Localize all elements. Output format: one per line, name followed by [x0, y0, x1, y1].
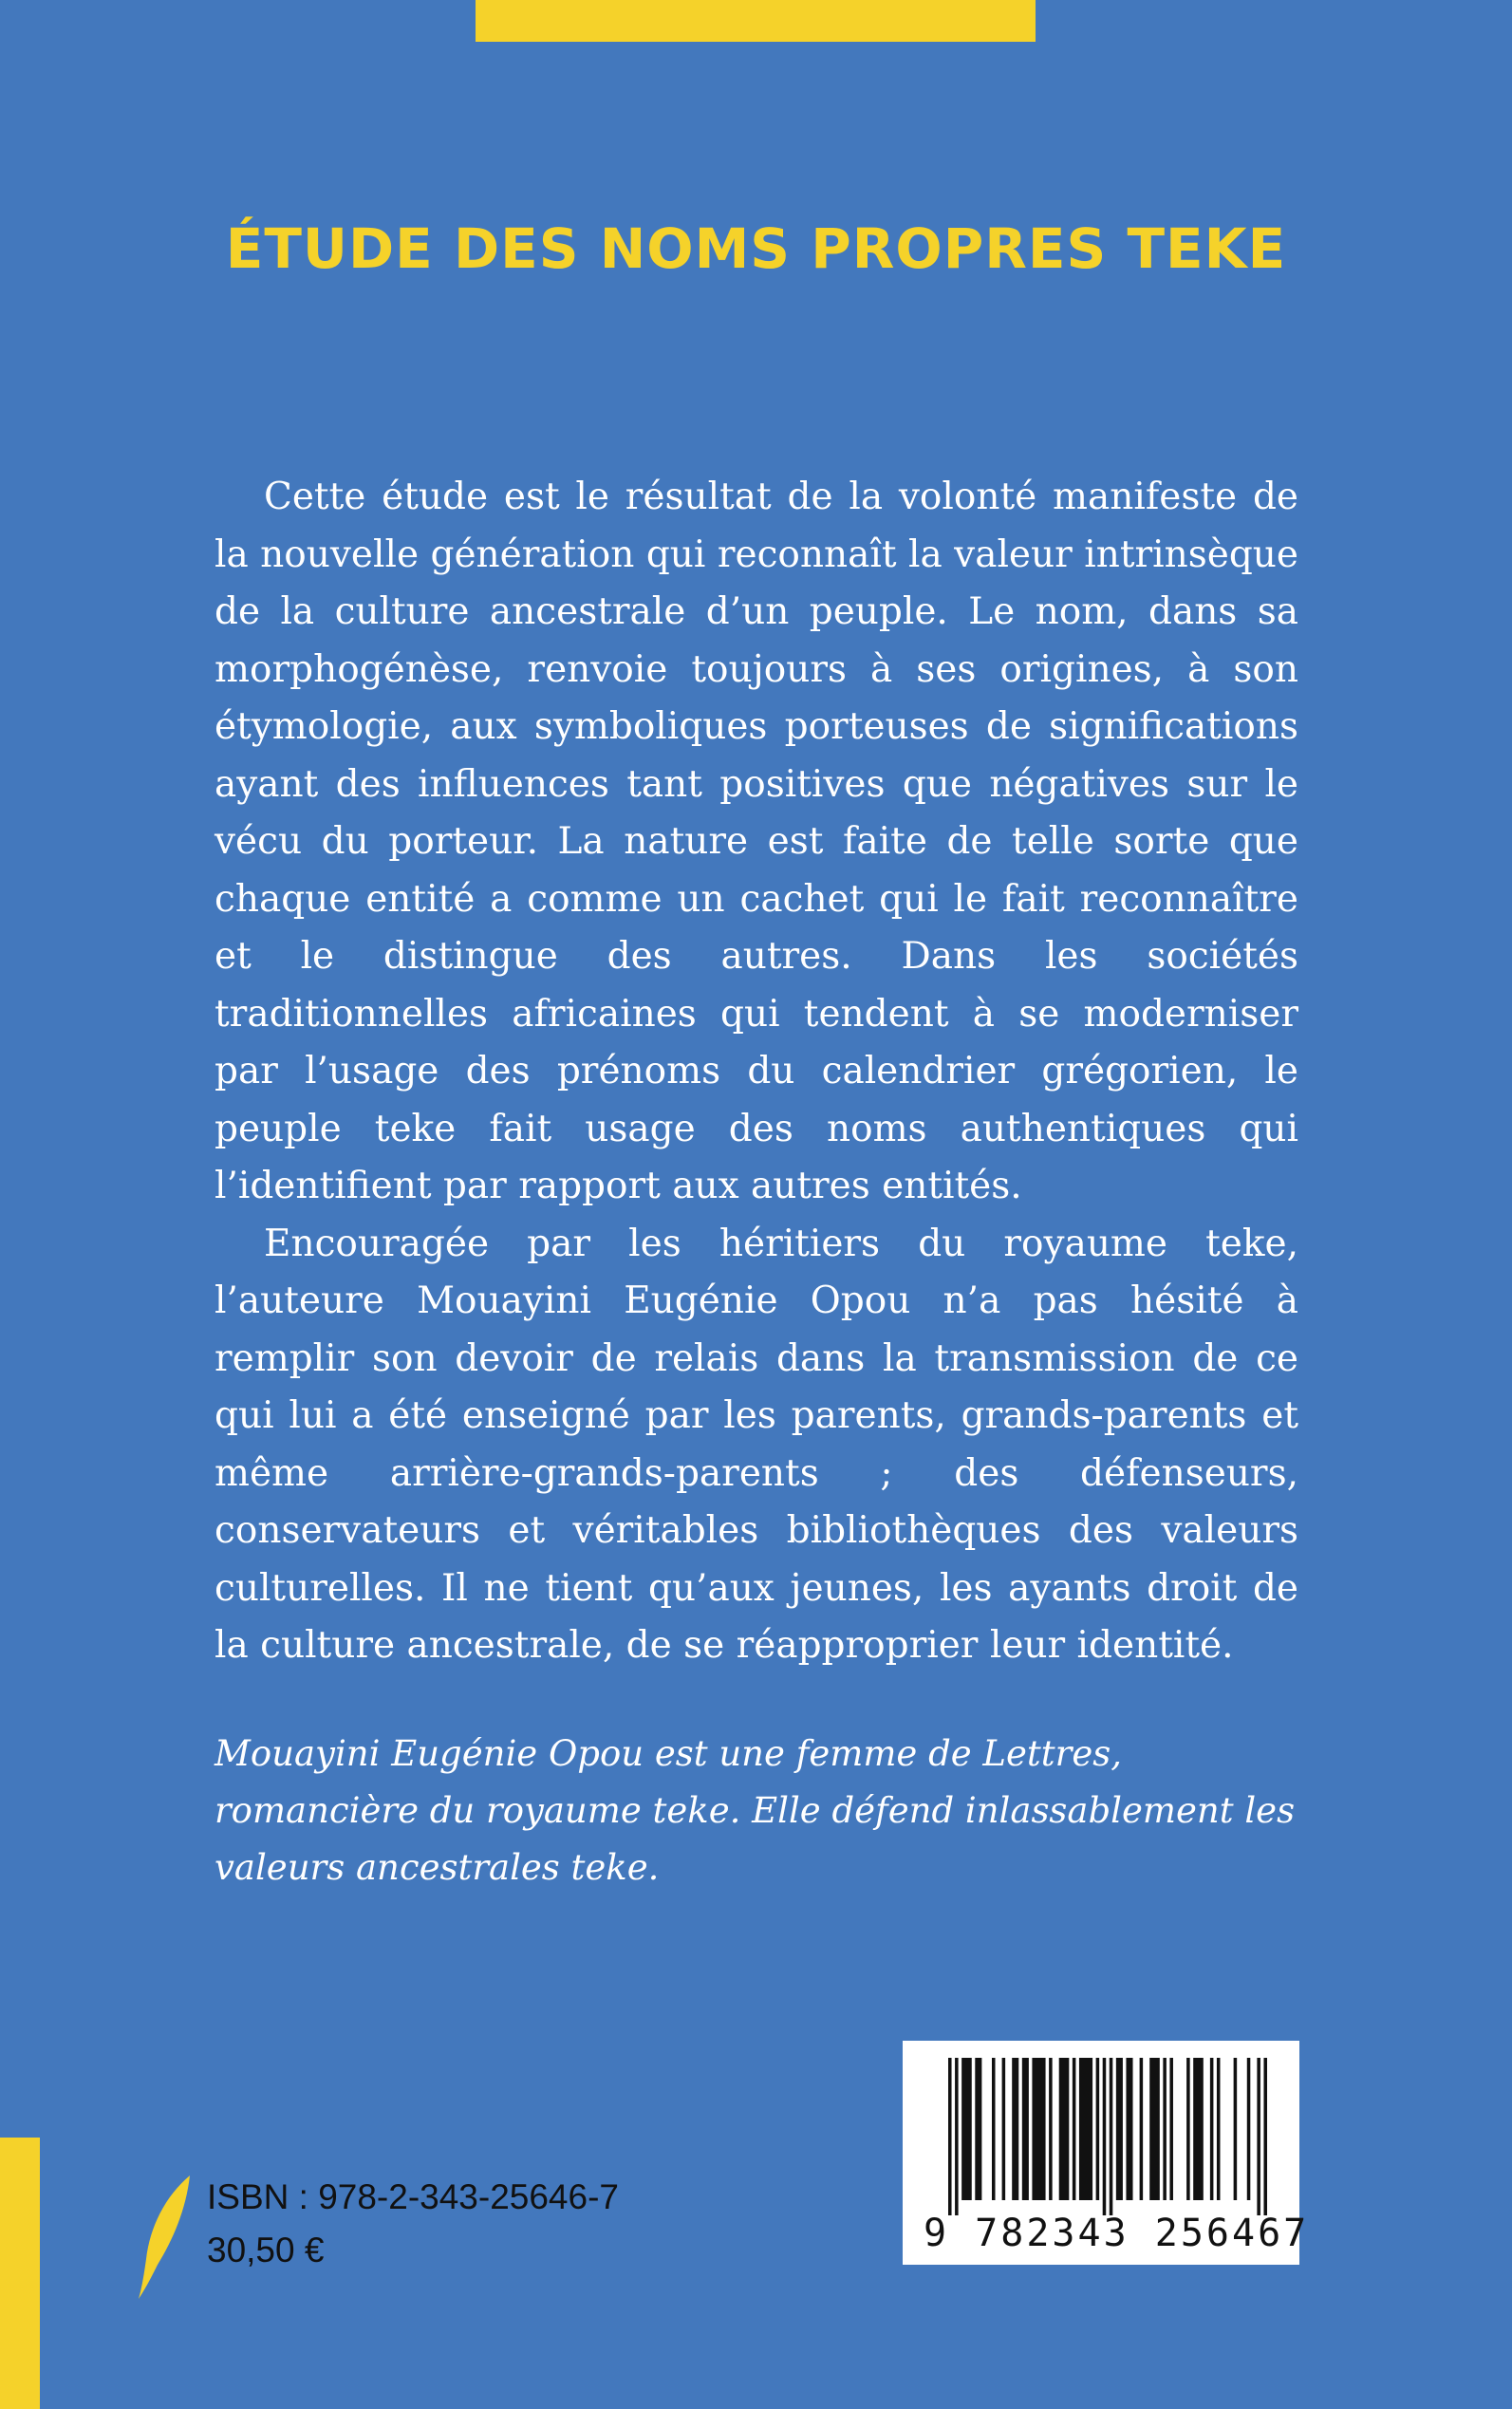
barcode-bar — [1193, 2058, 1204, 2200]
barcode-bar — [1126, 2058, 1132, 2200]
barcode-bar — [1012, 2058, 1018, 2200]
barcode-bar — [1210, 2058, 1214, 2200]
barcode-bar — [961, 2058, 972, 2200]
barcode-bar — [1186, 2058, 1190, 2200]
side-accent-bar — [0, 2138, 40, 2409]
barcode-bar — [1169, 2058, 1173, 2200]
barcode-bar — [992, 2058, 996, 2200]
barcode-bar — [1110, 2058, 1113, 2215]
summary-paragraph-2: Encouragée par les héritiers du royaume teke, l’auteure Mouayini Eugénie Opou n’a pas hésité à remplir son devoir de relais dans la transmission de ce qui lui a été enseigné par les parents, grands-parents et même arrière-grands-parents ; des défenseurs, conservateurs et véritables bibliothèques des valeurs culturelles. Il ne tient qu’aux jeunes, les ayants droit de la culture ancestrale, de se réapproprier leur identité. — [215, 1222, 1298, 1667]
barcode-bar — [1079, 2058, 1092, 2200]
book-title: ÉTUDE DES NOMS PROPRES TEKE — [225, 216, 1287, 281]
barcode-bar — [1149, 2058, 1160, 2200]
barcode-bar — [1049, 2058, 1053, 2200]
barcode-bar — [1163, 2058, 1167, 2200]
barcode-bar — [955, 2058, 959, 2215]
barcode-bar — [1059, 2058, 1070, 2200]
barcode-digits: 9 782343 256467 — [924, 2212, 1310, 2255]
barcode-bar — [1032, 2058, 1045, 2200]
price-text: 30,50 € — [207, 2231, 325, 2269]
barcode-bar — [1263, 2058, 1267, 2215]
isbn-text: ISBN : 978-2-343-25646-7 — [207, 2177, 619, 2216]
barcode-bar — [1247, 2058, 1251, 2200]
barcode-bar — [975, 2058, 981, 2200]
barcode-bar — [1022, 2058, 1029, 2200]
barcode-bar — [1140, 2058, 1144, 2200]
top-accent-bar — [476, 0, 1036, 42]
barcode-bar — [1073, 2058, 1076, 2200]
barcode-bar — [1096, 2058, 1100, 2200]
summary-paragraph-1: Cette étude est le résultat de la volonté manifeste de la nouvelle génération qui reconnaît la valeur intrinsèque de la culture ancestrale d’un peuple. Le nom, dans sa morphogénèse, renvoie toujours à ses origines, à son étymologie, aux symboliques porteuses de significations ayant des influences tant positives que négatives sur le vécu du porteur. La nature est faite de telle sorte que chaque entité a comme un cachet qui le fait reconnaître et le distingue des autres. Dans les sociétés traditionnelles africaines qui tendent à se moderniser par l’usage des prénoms du calendrier grégorien, le peuple teke fait usage des noms authentiques qui l’identifient par rapport aux autres entités. — [215, 476, 1298, 1207]
barcode-bar — [1002, 2058, 1006, 2200]
author-bio: Mouayini Eugénie Opou est une femme de Lettres, romancière du royaume teke. Elle défend inlassablement les valeurs ancestrales teke. — [215, 1733, 1296, 1888]
barcode-panel — [903, 2041, 1310, 2265]
barcode-bar — [1116, 2058, 1123, 2200]
barcode-bar — [1234, 2058, 1238, 2200]
feather-icon — [137, 2174, 194, 2301]
back-cover-summary — [215, 469, 1298, 1675]
barcode-bar — [1257, 2058, 1260, 2215]
barcode-bar — [1103, 2058, 1107, 2215]
barcode-bars — [948, 2058, 1267, 2215]
barcode-bar — [1217, 2058, 1221, 2200]
barcode-bar — [948, 2058, 952, 2215]
